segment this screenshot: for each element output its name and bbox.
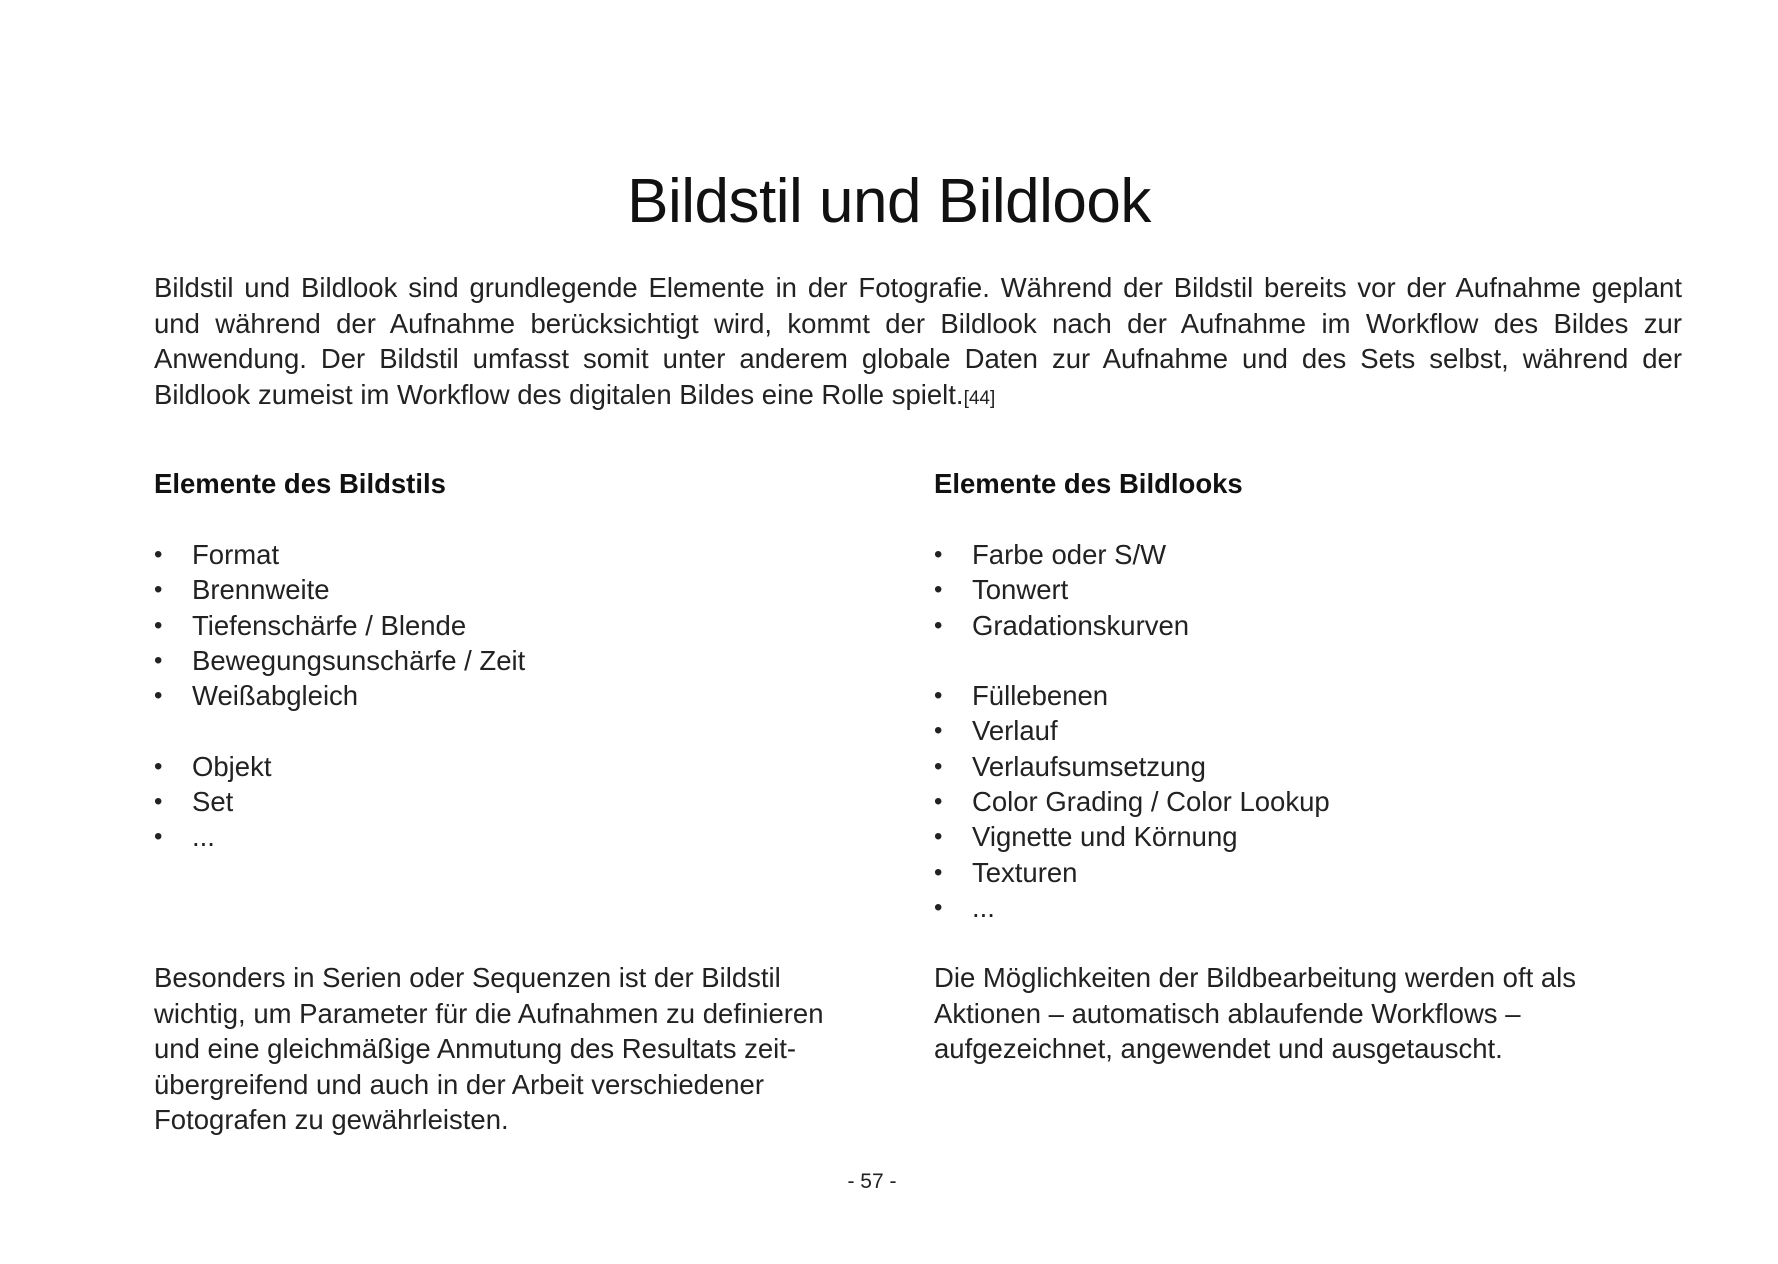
list-item [934,678,1654,713]
bullet-icon: • [154,576,163,604]
bullet-icon: • [934,858,943,886]
bildstil-list [154,537,874,855]
footnote-reference: [44] [963,387,996,409]
bildlook-list [934,537,1654,925]
list-item [934,855,1654,890]
list-item [154,572,874,607]
intro-paragraph [154,270,1682,416]
list-item-label: Weißabgleich [192,680,359,712]
page-title: Bildstil und Bildlook [627,167,1151,236]
list-item-label: Objekt [192,750,272,782]
list-spacer [934,643,1654,678]
bullet-icon: • [934,717,943,745]
list-item-label: Bewegungsunschärfe / Zeit [192,644,526,676]
bullet-icon: • [154,541,163,568]
bullet-icon: • [154,788,163,816]
bildlook-note: Die Möglichkeiten der Bildbearbeitung werden oft als Aktionen – automatisch ablaufende Workflows – aufgezeichnet, angewendet und ausgetauscht. [934,962,1577,1064]
list-item [154,819,874,854]
list-item-label: Verlauf [972,715,1058,747]
bullet-icon: • [934,788,943,816]
bildlook-heading: Elemente des Bildlooks [934,468,1243,499]
list-item [154,643,874,678]
list-item [934,749,1654,784]
list-item [154,678,874,713]
bullet-icon: • [154,682,163,710]
list-item [934,537,1654,572]
list-item [934,784,1654,819]
list-item [934,713,1654,748]
bildlook-column [934,466,1654,925]
bildstil-column [154,466,874,855]
bullet-icon: • [934,576,943,604]
bullet-icon: • [934,541,943,568]
list-item-label: ... [192,821,215,853]
bullet-icon: • [154,646,163,674]
list-item [154,537,874,572]
bildstil-note: Besonders in Serien oder Sequenzen ist der Bildstil wichtig, um Parameter für die Aufnahmen zu definieren und eine gleichmäßige Anmutung des Resultats zeit-übergreifend und auch in der Arbeit verschiedener Fotografen zu gewährleisten. [154,962,824,1135]
list-item [934,890,1654,925]
bullet-icon: • [154,611,163,639]
list-item-label: Füllebenen [972,680,1109,712]
list-item-label: Vignette und Körnung [972,821,1238,853]
list-item-label: Format [192,539,280,570]
list-item [934,572,1654,607]
list-item [934,819,1654,854]
bullet-icon: • [934,893,943,921]
bullet-icon: • [154,752,163,780]
bullet-icon: • [934,611,943,639]
list-item [154,608,874,643]
list-item [934,608,1654,643]
bildstil-heading: Elemente des Bildstils [154,468,446,499]
list-spacer [154,713,874,748]
intro-text: Bildstil und Bildlook sind grundlegende Elemente in der Fotografie. Während der Bildstil bereits vor der Aufnahme geplant und während der Aufnahme berücksichtigt wird, kommt der Bildlook nach der Aufnahme im Workflow des Bildes zur Anwendung. Der Bildstil umfasst somit unter anderem globale Daten zur Aufnahme und des Sets selbst, während der Bildlook zumeist im Workflow des digitalen Bildes eine Rolle spielt. [154,272,1682,410]
list-item-label: Tiefenschärfe / Blende [192,609,467,641]
list-item-label: Tonwert [972,574,1069,606]
list-item-label: Brennweite [192,574,330,606]
list-item-label: Texturen [972,856,1078,888]
list-item-label: Verlaufsumsetzung [972,750,1206,782]
list-item [154,749,874,784]
list-item-label: Gradationskurven [972,609,1190,641]
page-number: - 57 - [847,1170,897,1193]
list-item-label: Set [192,786,234,818]
list-item-label: ... [972,891,995,923]
bullet-icon: • [934,823,943,851]
list-item-label: Farbe oder S/W [972,539,1167,570]
bullet-icon: • [154,823,163,851]
list-item [154,784,874,819]
list-item-label: Color Grading / Color Lookup [972,786,1330,818]
bullet-icon: • [934,682,943,710]
bullet-icon: • [934,752,943,780]
